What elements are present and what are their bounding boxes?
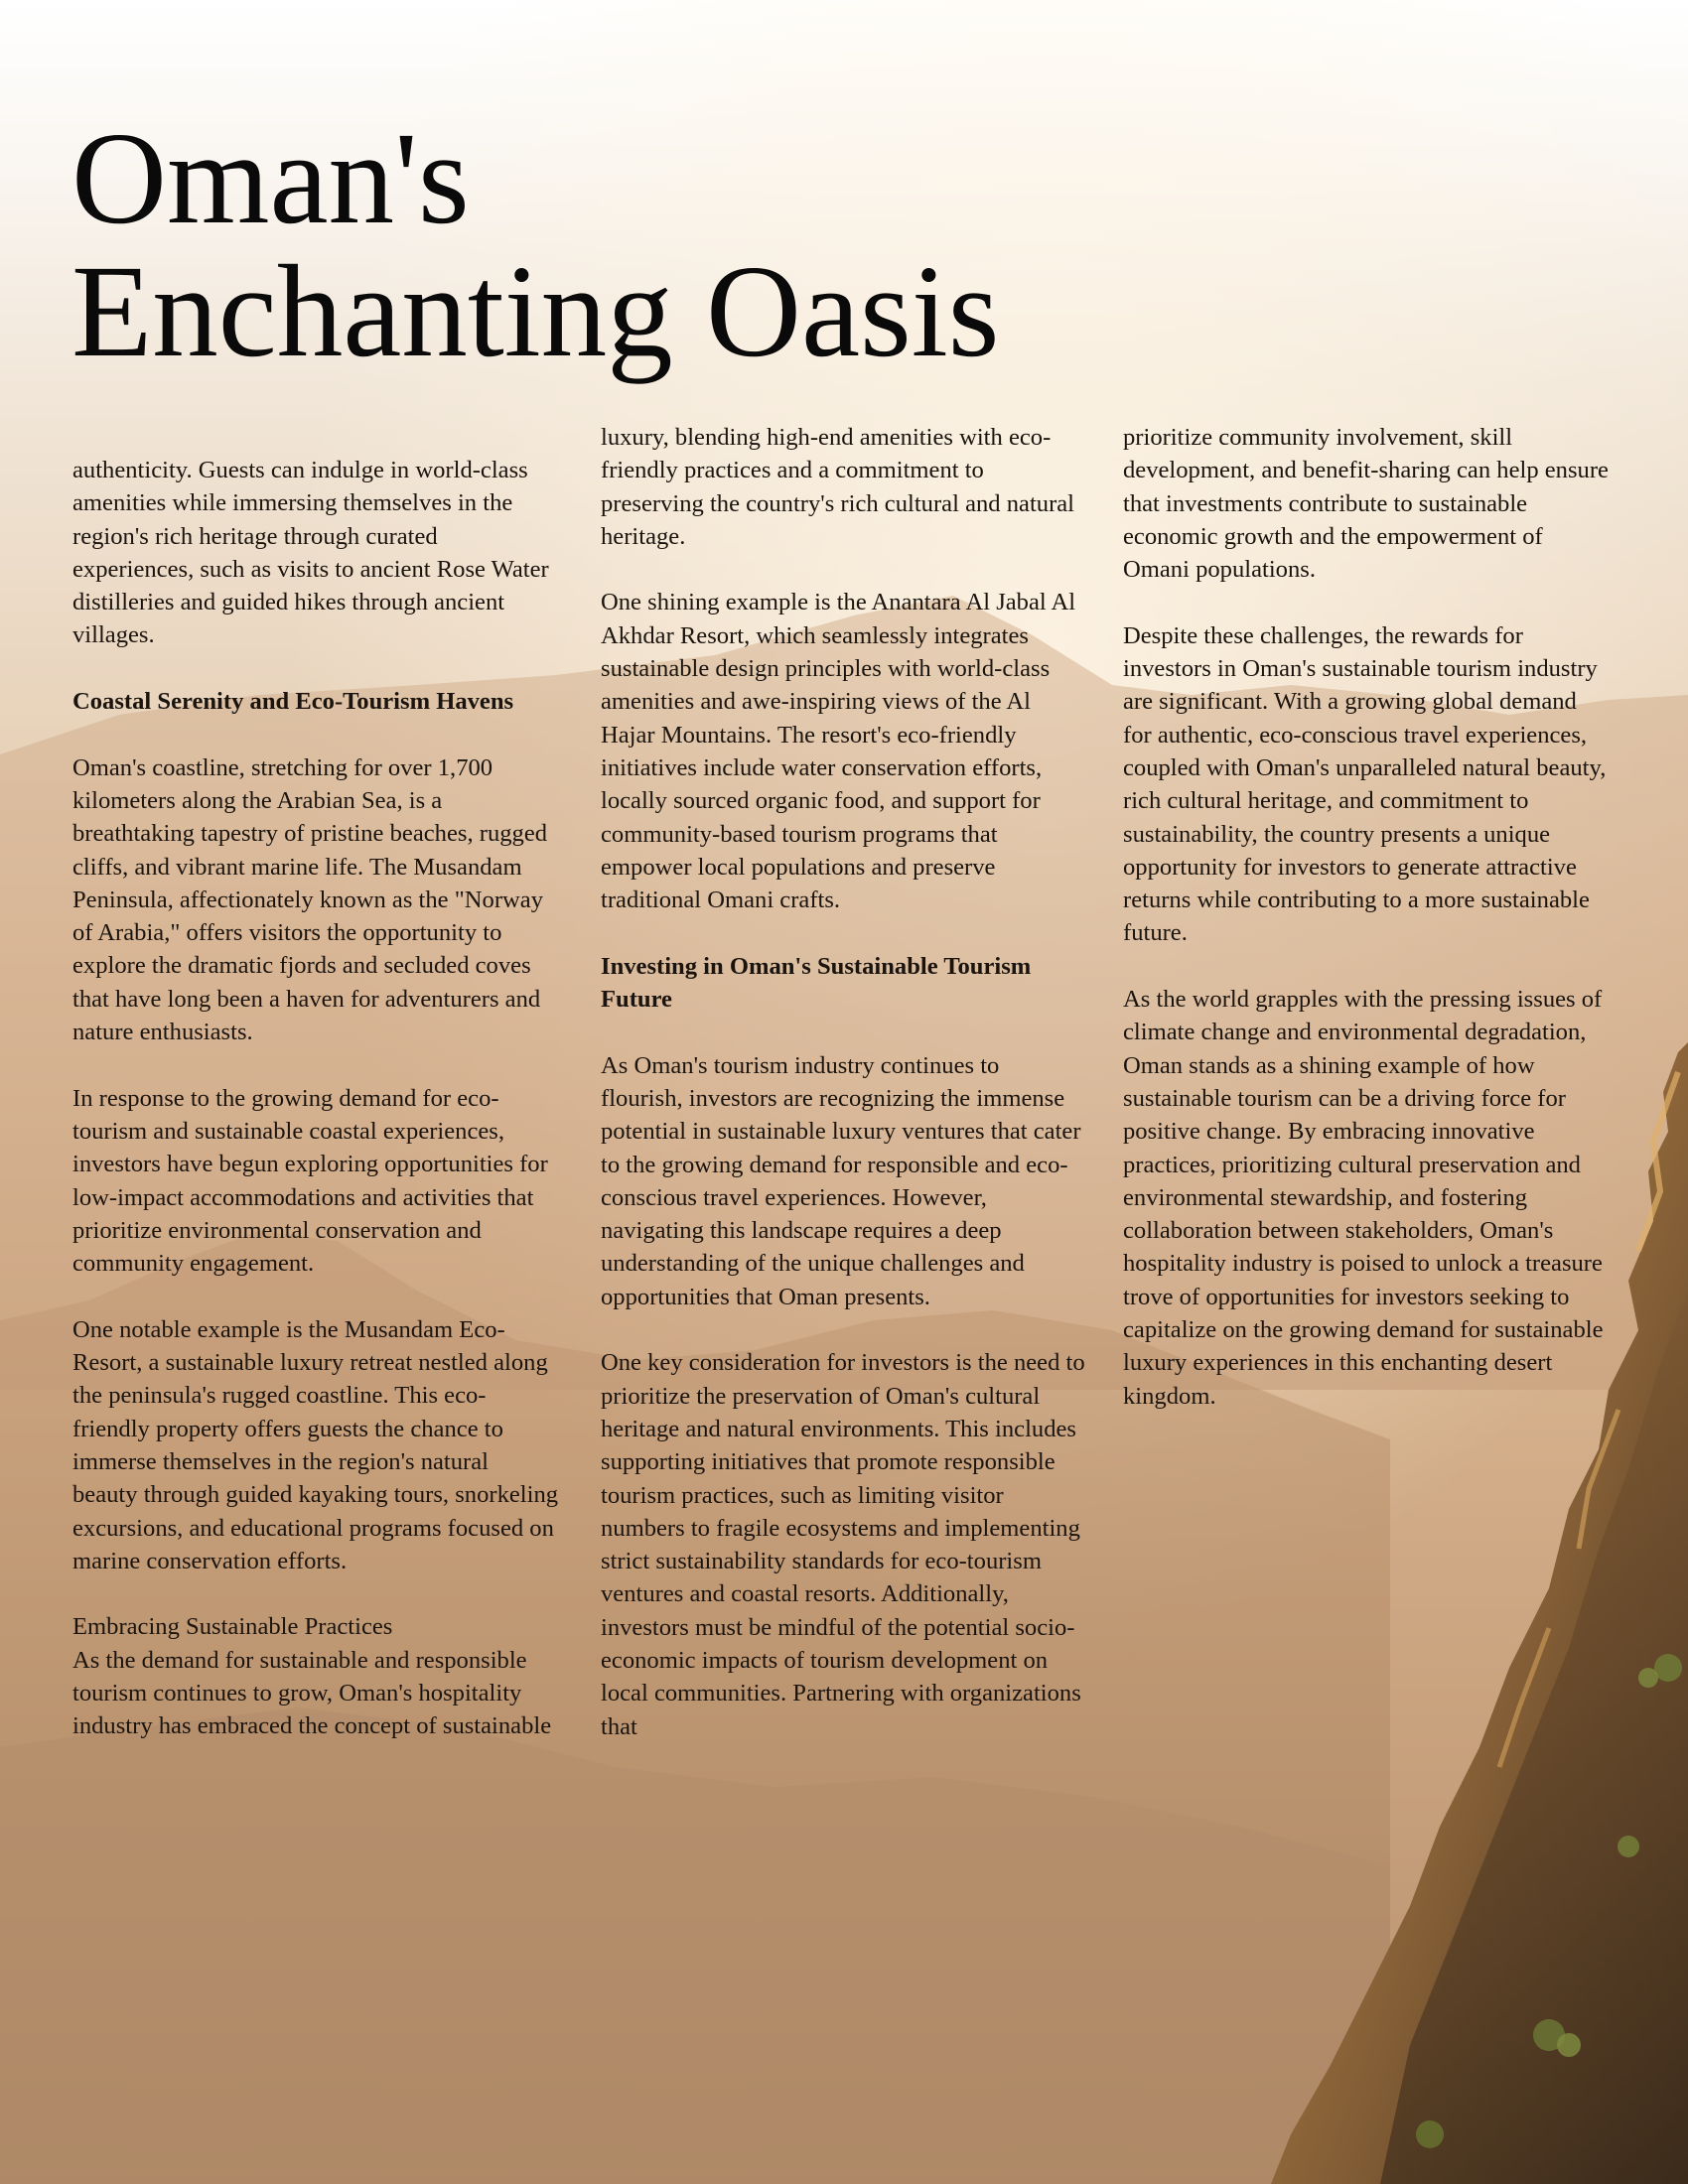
paragraph: Despite these challenges, the rewards for investors in Oman's sustainable tourism industry are significant. With a growing global demand for authentic, eco-conscious travel experiences, coupled with Oman's unparalleled natural beauty, rich cultural heritage, and commitment to sustainability, the country presents a unique opportunity for investors to generate attractive returns while contributing to a more sustainable future. <box>1123 621 1607 947</box>
paragraph: As Oman's tourism industry continues to flourish, investors are recognizing the immense potential in sustainable luxury ventures that cater to the growing demand for responsible and eco-conscious travel experiences. However, navigating this landscape requires a deep understanding of the unique challenges and opportunities that Oman presents. <box>601 1051 1081 1310</box>
title-line-2: Enchanting Oasis <box>71 237 1000 384</box>
text-column-3 <box>1123 421 1610 1413</box>
paragraph: authenticity. Guests can indulge in world-class amenities while immersing themselves in the region's rich heritage through curated experiences, such as visits to ancient Rose Water distilleries and guided hikes through ancient villages. <box>72 457 549 649</box>
title-line-1: Oman's <box>71 104 470 251</box>
article-title <box>71 104 1000 384</box>
paragraph: As the world grapples with the pressing issues of climate change and environmental degradation, Oman stands as a shining example of how sustainable tourism can be a driving force for positive change. By embracing innovative practices, prioritizing cultural preservation and environmental stewardship, and fostering collaboration between stakeholders, Oman's hospitality industry is poised to unlock a treasure trove of opportunities for investors seeking to capitalize on the growing demand for sustainable luxury experiences in this enchanting desert kingdom. <box>1123 986 1604 1410</box>
paragraph: As the demand for sustainable and responsible tourism continues to grow, Oman's hospitality industry has embraced the concept of sustainable <box>72 1646 552 1740</box>
paragraph: One shining example is the Anantara Al Jabal Al Akhdar Resort, which seamlessly integrates sustainable design principles with world-class amenities and awe-inspiring views of the Al Hajar Mountains. The resort's eco-friendly initiatives include water conservation efforts, locally sourced organic food, and support for community-based tourism programs that empower local populations and preserve traditional Omani crafts. <box>601 589 1076 914</box>
section-heading: Coastal Serenity and Eco-Tourism Havens <box>72 688 514 716</box>
subheading: Embracing Sustainable Practices <box>72 1613 393 1641</box>
paragraph: prioritize community involvement, skill development, and benefit-sharing can help ensure that investments contribute to sustainable economic growth and the empowerment of Omani populations. <box>1123 424 1609 584</box>
text-column-1 <box>72 454 559 1743</box>
paragraph: One notable example is the Musandam Eco-Resort, a sustainable luxury retreat nestled along the peninsula's rugged coastline. This eco-friendly property offers guests the chance to immerse themselves in the region's natural beauty through guided kayaking tours, snorkeling excursions, and educational programs focused on marine conservation efforts. <box>72 1315 559 1574</box>
section-heading: Investing in Oman's Sustainable Tourism Future <box>601 952 1032 1014</box>
text-column-2 <box>601 421 1087 1743</box>
paragraph: One key consideration for investors is the need to prioritize the preservation of Oman's cultural heritage and natural environments. This includes supporting initiatives that promote responsible tourism practices, such as limiting visitor numbers to fragile ecosystems and implementing strict sustainability standards for eco-tourism ventures and coastal resorts. Additionally, investors must be mindful of the potential socio-economic impacts of tourism development on local communities. Partnering with organizations that <box>601 1349 1085 1740</box>
paragraph: luxury, blending high-end amenities with eco-friendly practices and a commitment to preserving the country's rich cultural and natural heritage. <box>601 424 1075 550</box>
paragraph: In response to the growing demand for eco-tourism and sustainable coastal experiences, investors have begun exploring opportunities for low-impact accommodations and activities that prioritize environmental conservation and community engagement. <box>72 1084 548 1278</box>
paragraph: Oman's coastline, stretching for over 1,700 kilometers along the Arabian Sea, is a breathtaking tapestry of pristine beaches, rugged cliffs, and vibrant marine life. The Musandam Peninsula, affectionately known as the "Norway of Arabia," offers visitors the opportunity to explore the dramatic fjords and secluded coves that have long been a haven for adventurers and nature enthusiasts. <box>72 753 548 1046</box>
